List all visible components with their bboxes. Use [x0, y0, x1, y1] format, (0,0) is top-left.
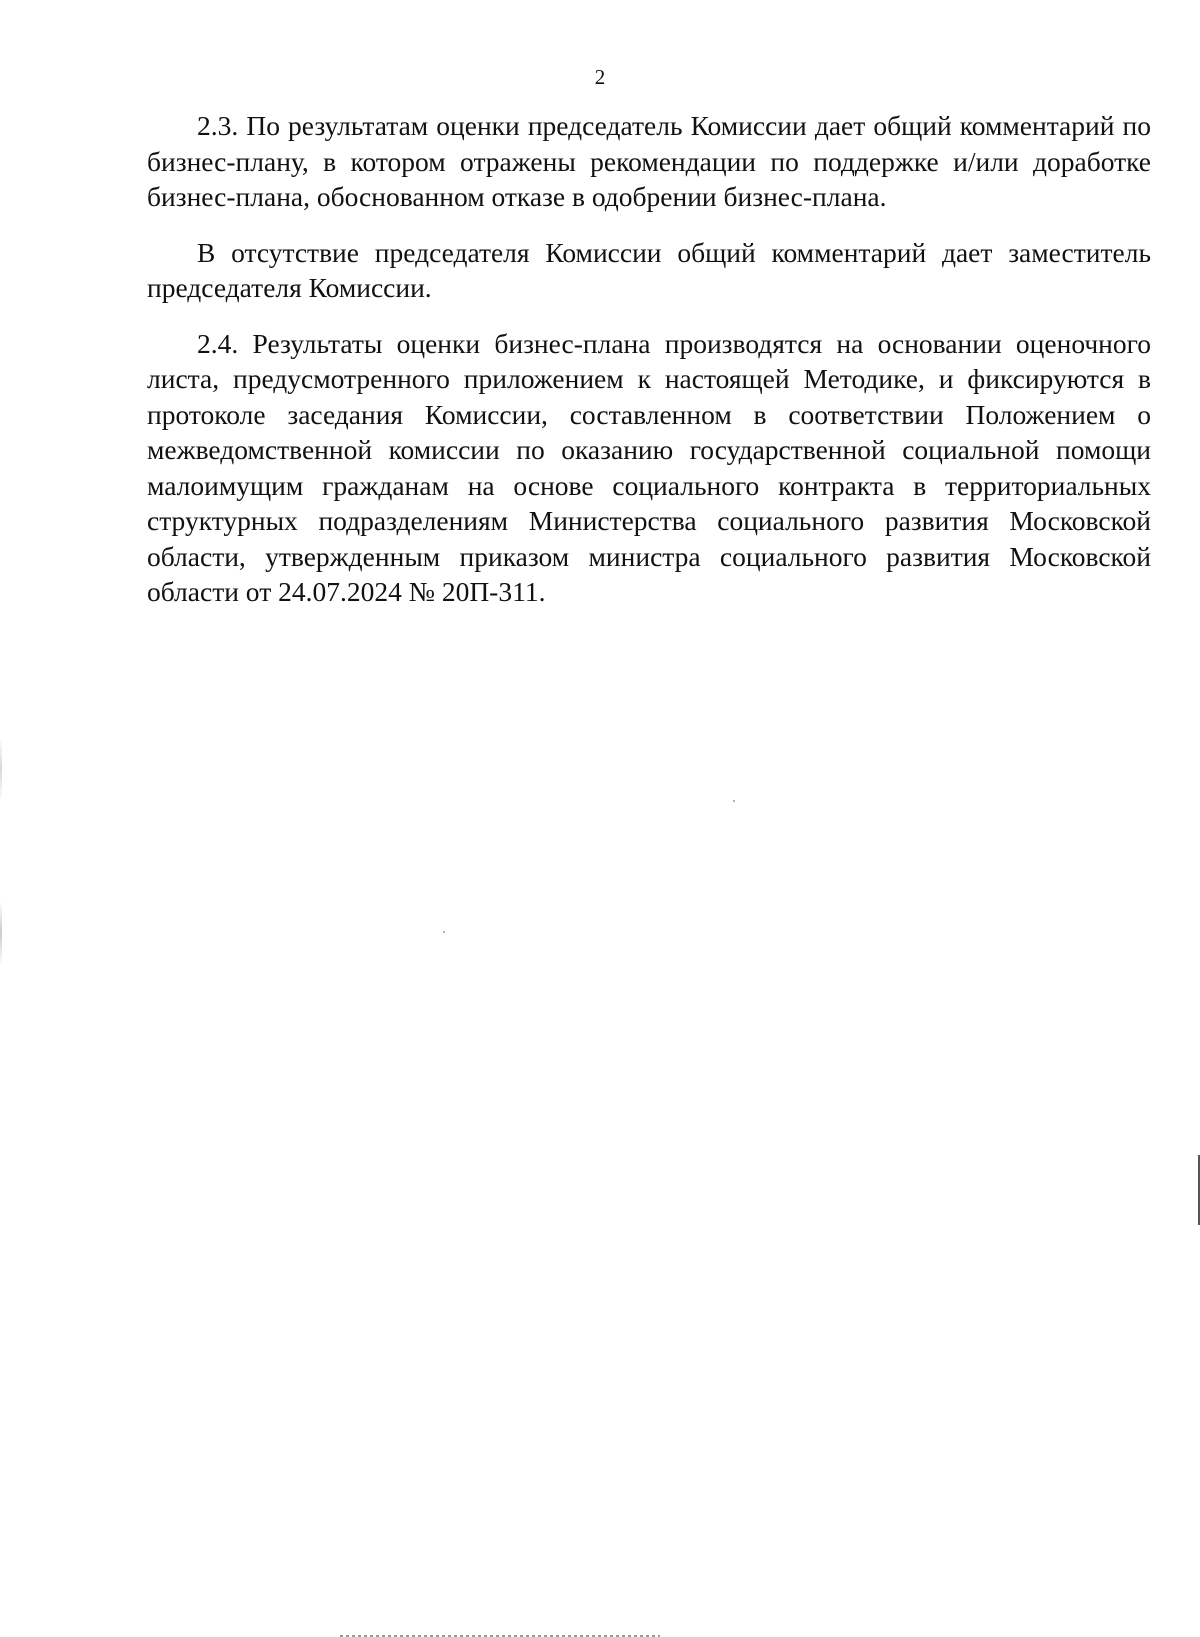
paragraph-2-4: 2.4. Результаты оценки бизнес-плана производятся на основании оценочного листа, предусмотренного приложением к настоящей Методике, и фиксируются в протоколе заседания Комиссии, составленном в соответствии Положением о межведомственной комиссии по оказанию государственной социальной помощи малоимущим гражданам на основе социального контракта в территориальных структурных подразделениям Министерства социального развития Московской области, утвержденным приказом министра социального развития Московской области от 24.07.2024 № 20П-311.: [147, 327, 1151, 607]
document-body: [147, 108, 1151, 630]
paragraph-2-3: 2.3. По результатам оценки председатель Комиссии дает общий комментарий по бизнес-плану, в котором отражены рекомендации по поддержке и/или доработке бизнес-плана, обоснованном отказе в одобрении бизнес-плана.: [147, 110, 1151, 212]
scan-speck: [733, 800, 735, 802]
scan-edge-left: [0, 0, 2, 1637]
page-number: 2: [594, 65, 606, 89]
scan-speck: [443, 931, 445, 933]
paragraph-deputy-chairman: В отсутствие председателя Комиссии общий комментарий дает заместитель председателя Комиссии.: [147, 236, 1151, 303]
